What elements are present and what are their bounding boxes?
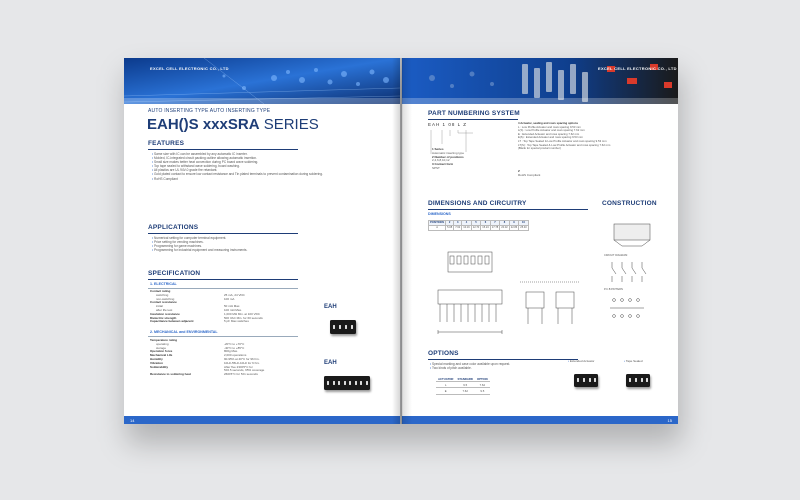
part-code: EAH 1 08 L Z [428, 122, 467, 127]
option-label-extended: • Extended Actuator [568, 359, 595, 363]
feature-item: • Molded, IC-integrated circuit packing outline allowing automatic insertion. [152, 156, 257, 161]
part-numbering-rule [428, 119, 518, 120]
left-footer-bar [124, 416, 400, 424]
feature-item: • Small size makes better heat convection during PC board wave soldering. [152, 160, 259, 165]
dimension-drawing [430, 242, 590, 342]
left-banner-image [124, 58, 400, 104]
dip-switch-8pos-photo [324, 376, 370, 390]
electrical-rule [148, 288, 298, 289]
construction-heading: CONSTRUCTION [602, 200, 657, 207]
application-item: • Programming for game machines. [152, 244, 203, 249]
left-company-name: EXCEL CELL ELECTRONIC CO., LTD [150, 66, 229, 71]
mechanical-heading: 2. MECHANICAL and ENVIRONMENTAL [150, 330, 218, 334]
specification-heading: SPECIFICATION [148, 270, 201, 277]
features-rule [148, 149, 298, 150]
feature-item: • Gold plated contact to ensure low contact resistance and Tin plated terminals to prevent contamination during soldering. [152, 172, 323, 177]
mechanical-rule [148, 336, 298, 337]
extended-actuator-photo [574, 374, 598, 387]
feature-item: • All plastics are UL 94V-0 grade fire retardant. [152, 168, 218, 173]
actuator-options: 4 Actuator, sealing and rows spacing options L : Low Profile Actuator and rows spacing 9.53 mm L(S) : Low Profile Actuator and rows spacing 7.62 mm E : Extended Actuator and rows spacing 7.62 mm E(S) : Extended Actuator and rows spacing 9.53 mm LT : Top Tape Sealed & Low Profile Actuator and rows spacing 9.53 mm LT(S) : Top Tape Sealed & Low Profile Actuator and rows spacing 7.62 mm (Blank for special product number) [518, 121, 611, 151]
options-heading: OPTIONS [428, 350, 459, 357]
pitch-table: ACTUATOR STANDARD OPTION L 9.5 7.62 E 7.62 9.5 [438, 376, 488, 393]
application-item: • Programming for industrial equipment and measuring instruments. [152, 248, 248, 253]
feature-item: • Same size with IC can be assembled by any automatic IC inserter. [152, 152, 248, 156]
applications-heading: APPLICATIONS [148, 224, 199, 231]
series-subtitle: AUTO INSERTING TYPE AUTO INSERTING TYPE [148, 108, 271, 114]
construction-drawing [608, 220, 658, 248]
circuit-diagram [608, 260, 648, 284]
option-item: • Special marking and case color available upon request. [430, 362, 511, 366]
right-footer-bar [402, 416, 678, 424]
circuit-diagram-label: CIRCUIT DIAGRAM [604, 254, 628, 257]
book-spine-shading [392, 58, 412, 424]
series-title [147, 116, 319, 133]
left-page [124, 58, 400, 424]
mechanical-values: -20°C to +70°C -40°C to +85°C 800g Max. 2,000 operations 90-95% at 40°C for 96 hrs. 10Hz-55Hz-10Hz for 6 hrs. After five 230±5°C for 5±0.5 seconds, 95% coverage 260±5°C for 5±1 seconds [224, 341, 265, 377]
applications-rule [148, 233, 298, 234]
dimensions-rule [428, 209, 588, 210]
series-title-light: SERIES [259, 116, 319, 133]
right-page [402, 58, 678, 424]
option-item: • Two kinds of pitch available. [430, 366, 472, 371]
applications-list [152, 236, 247, 252]
product-label-1: EAH [324, 304, 337, 310]
left-page-number: 14 [130, 418, 135, 423]
application-item: • Numerical setting for computer terminal equipment. [152, 236, 227, 240]
right-company-name: EXCEL CELL ELECTRONIC CO., LTD [598, 66, 677, 71]
part-legend-rohs: Z RoHS Compliant [518, 169, 541, 177]
options-list [430, 362, 510, 370]
right-banner-image [402, 58, 678, 104]
pcb-pattern [608, 294, 648, 324]
electrical-heading: 1. ELECTRICAL [150, 282, 177, 286]
electrical-keys: Contact rating switching non-switching Contact resistance initial after life test Insulation resistance Dielectric strength Capacitance between adjacent [150, 289, 194, 324]
options-rule [428, 359, 578, 360]
mechanical-keys: Temperature rating operating storage Operation force Mechanical Life Humidity Vibration Solderability Resistance to soldering heat [150, 338, 191, 377]
product-label-2: EAH [324, 360, 337, 366]
option-label-tape: • Tape Sealed [624, 359, 643, 363]
series-title-bold: EAH()S xxxSRA [147, 116, 260, 133]
features-list [152, 152, 323, 181]
application-item: • Price setting for vending machines. [152, 240, 204, 245]
feature-item: • Top tape sealed to withstand wave soldering, board washing. [152, 164, 240, 169]
dip-switch-4pos-photo [330, 320, 356, 334]
dimensions-subheading: DIMENSIONS [428, 212, 451, 216]
dimensions-heading: DIMENSIONS AND CIRCUITRY [428, 200, 527, 207]
right-page-number: 15 [667, 418, 672, 423]
part-numbering-heading: PART NUMBERING SYSTEM [428, 110, 520, 117]
features-heading: FEATURES [148, 140, 185, 147]
dimensions-table: POSITIONS 2 3 4 5 6 7 8 9 10 A 5.08 7.62 10.16 12.70 15.24 17.78 20.32 22.86 25.40 [430, 221, 527, 230]
tape-sealed-photo [626, 374, 650, 387]
feature-item: • RoHS Compliant [152, 176, 178, 181]
part-legend-left: 1 Series Automatic inserting type 2 Number of positions 2,4,6,8,10,12 3 Contact form SPST [432, 147, 465, 170]
electrical-values: 25 mA, 24 VDC 100 mA 50 mΩ Max. 100 mΩ Max. 1,000 MΩ Min. at 100 VDC 500 VAC Min. for 60 seconds 5 pF Max.switches [224, 292, 263, 324]
specification-rule [148, 279, 298, 280]
pcb-pattern-label: P.C.B PATTERN [604, 288, 623, 291]
